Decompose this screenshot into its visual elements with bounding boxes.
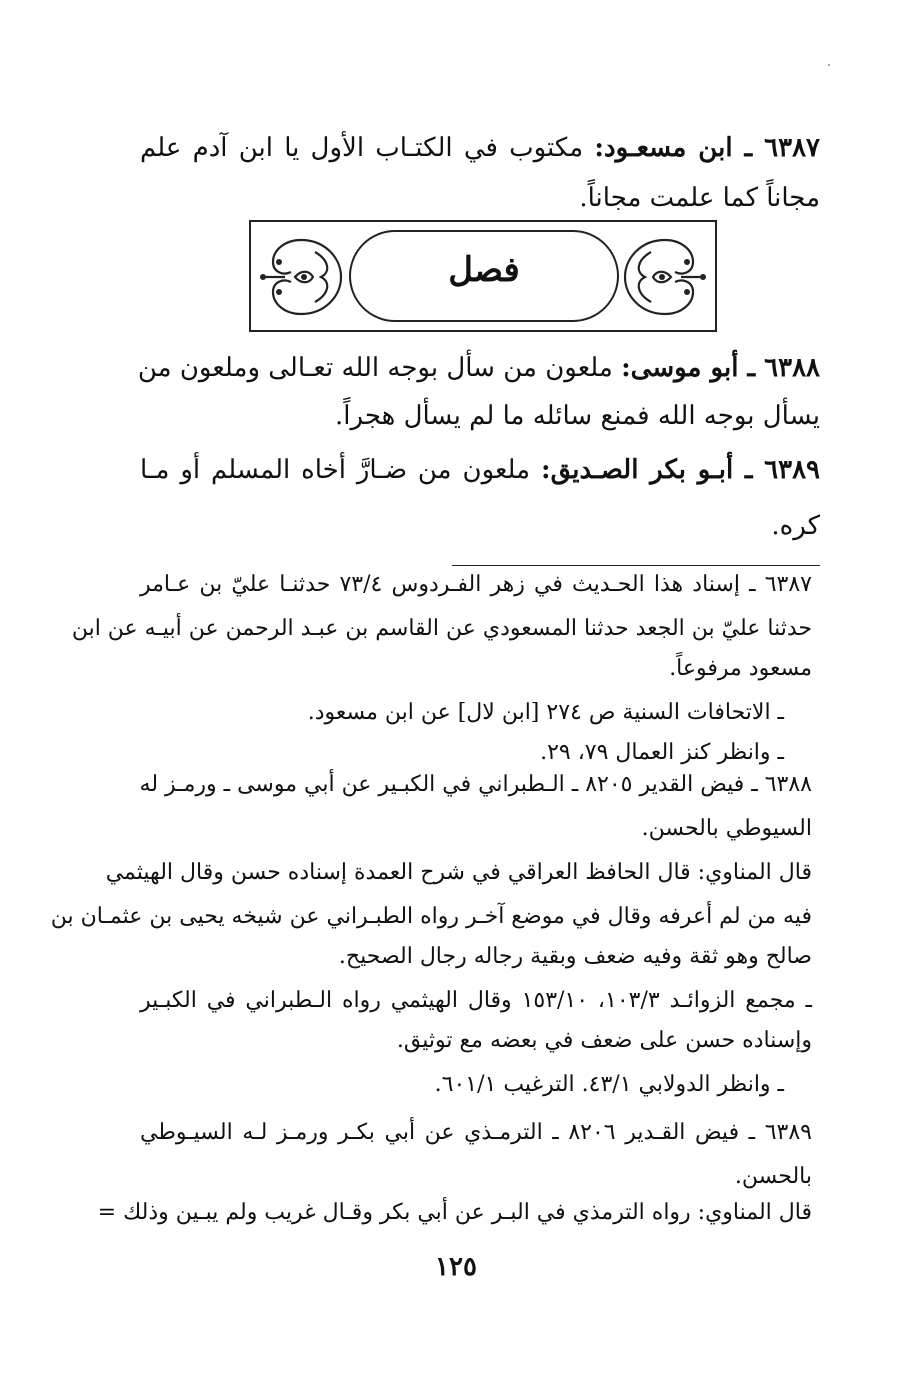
- hadith-6388-line-1: [137, 348, 820, 388]
- footnote-line: مسعود مرفوعاً.: [669, 656, 812, 681]
- hadith-6389-line-1: [140, 450, 820, 490]
- footnote-line: فيه من لم أعرفه وقال في موضع آخـر رواه الطبـراني عن شيخه يحيى بن عثمـان بن: [50, 904, 812, 929]
- scan-speck: [828, 64, 830, 66]
- section-heading: فصل: [448, 250, 520, 290]
- footnote-line: حدثنا عليّ بن الجعد حدثنا المسعودي عن القاسم بن عبـد الرحمن عن أبيـه عن ابن: [71, 616, 812, 641]
- footnote-line: السيوطي بالحسن.: [641, 816, 812, 841]
- page-number: ١٢٥: [435, 1252, 477, 1282]
- footnote-line: بالحسن.: [734, 1164, 812, 1189]
- hadith-6388-line-2: يسأل بوجه الله فمنع سائله ما لم يسأل هجراً.: [334, 401, 820, 431]
- footnote-separator: [452, 565, 820, 566]
- hadith-6387-line-2: مجاناً كما علمت مجاناً.: [579, 183, 820, 213]
- hadith-6388-number: ٦٣٨٨ ـ أبو موسى:: [621, 353, 820, 383]
- hadith-6388-text: ملعون من سأل بوجه الله تعـالى وملعون من: [137, 353, 613, 383]
- footnote-line: ـ وانظر كنز العمال ٧٩، ٢٩.: [540, 740, 784, 765]
- hadith-6389-line-2: كره.: [771, 511, 820, 541]
- footnote-line: ـ مجمع الزوائـد ١٠٣/٣، ١٥٣/١٠ وقال الهيثمي رواه الـطبراني في الكبـير: [140, 988, 812, 1013]
- footnote-line: ٦٣٨٨ ـ فيض القدير ٨٢٠٥ ـ الـطبراني في الكبـير عن أبي موسى ـ ورمـز له: [139, 772, 812, 797]
- footnote-line: ٦٣٨٩ ـ فيض القـدير ٨٢٠٦ ـ الترمـذي عن أبي بكـر ورمـز لـه السيـوطي: [140, 1120, 812, 1145]
- footnote-line: صالح وهو ثقة وفيه ضعف وبقية رجاله رجال الصحيح.: [338, 944, 812, 969]
- hadith-6387-number: ٦٣٨٧ ـ ابن مسعـود:: [594, 133, 821, 163]
- hadith-6387-text: مكتوب في الكتـاب الأول يا ابن آدم علم: [140, 133, 584, 163]
- footnote-line: قال المناوي: رواه الترمذي في البـر عن أبي بكر وقـال غريب ولم يبـين وذلك =: [97, 1200, 812, 1225]
- footnote-line: ـ وانظر الدولابي ٤٣/١. الترغيب ٦٠١/١.: [434, 1072, 784, 1097]
- left-ornament-icon: [255, 232, 347, 322]
- hadith-6389-number: ٦٣٨٩ ـ أبـو بكر الصـديق:: [540, 455, 821, 485]
- section-heading-frame: [249, 220, 717, 332]
- right-ornament-icon: [619, 232, 711, 322]
- section-heading-cartouche: [349, 230, 619, 322]
- footnote-line: ٦٣٨٧ ـ إسناد هذا الحـديث في زهر الفـردوس ٧٣/٤ حدثنـا عليّ بن عـامر: [140, 572, 812, 597]
- footnote-line: قال المناوي: قال الحافظ العراقي في شرح العمدة إسناده حسن وقال الهيثمي: [105, 860, 812, 885]
- hadith-6387-line-1: [140, 128, 820, 168]
- hadith-6389-text: ملعون من ضـارَّ أخاه المسلم أو مـا: [140, 455, 531, 485]
- footnote-line: وإسناده حسن على ضعف في بعضه مع توثيق.: [396, 1028, 812, 1053]
- footnote-line: ـ الاتحافات السنية ص ٢٧٤ [ابن لال] عن ابن مسعود.: [307, 700, 784, 725]
